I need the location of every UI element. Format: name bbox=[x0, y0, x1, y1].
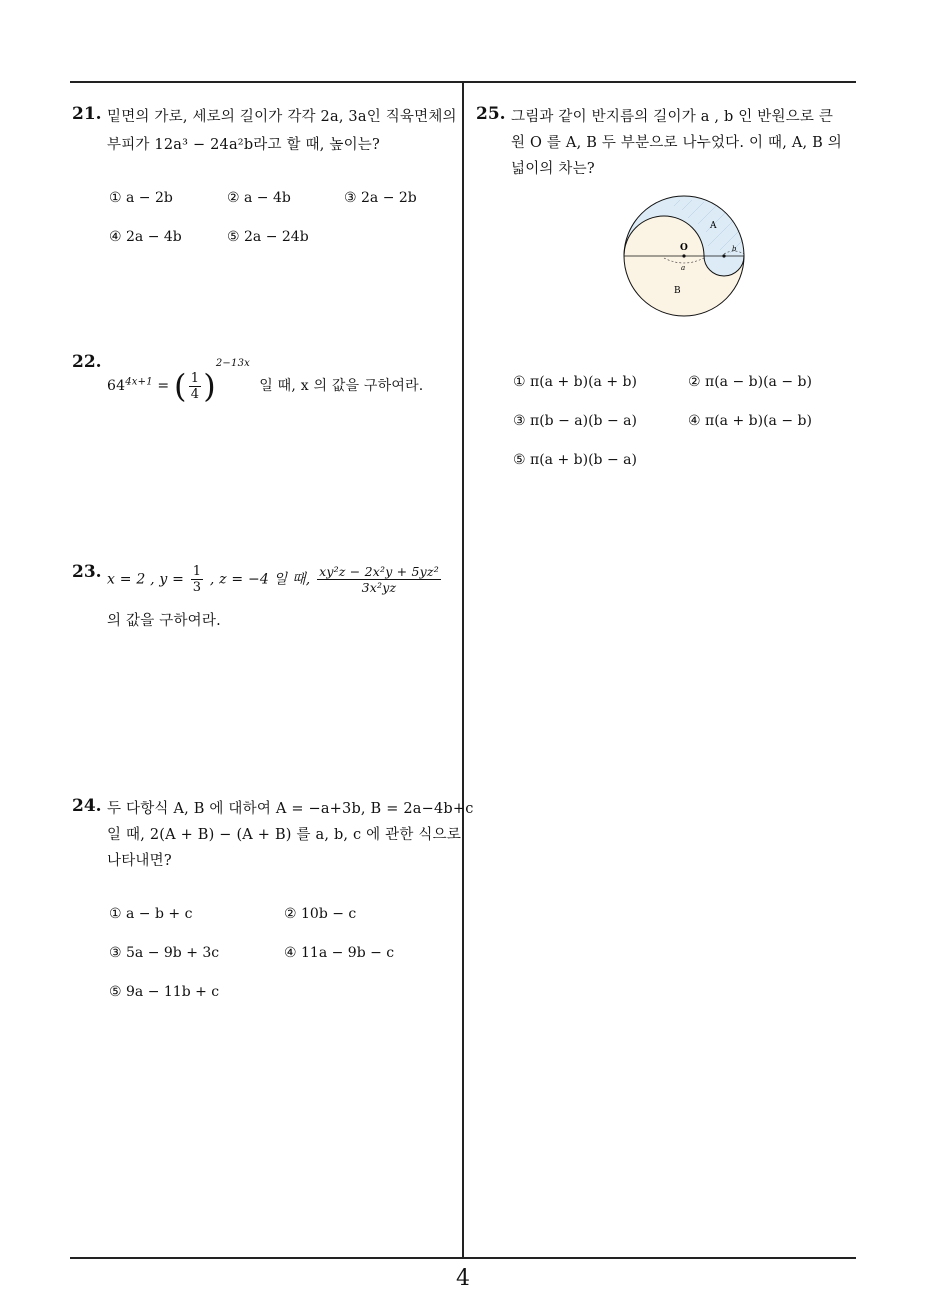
expression-numerator: xy²z − 2x²y + 5yz² bbox=[319, 564, 439, 579]
fraction-numerator: 1 bbox=[190, 370, 200, 386]
choice-1[interactable]: ① π(a + b)(a + b) bbox=[513, 374, 637, 390]
fraction-denominator: 4 bbox=[190, 386, 200, 402]
fraction bbox=[189, 371, 201, 402]
problem-number: 21. bbox=[72, 104, 102, 124]
problem-text-line2: 의 값을 구하여라. bbox=[107, 613, 221, 629]
problem-21 bbox=[72, 104, 457, 254]
label-a-radius: a bbox=[681, 264, 686, 272]
choice-4[interactable]: ④ π(a + b)(a − b) bbox=[688, 413, 812, 429]
choice-1[interactable]: ① a − 2b bbox=[109, 190, 173, 206]
given-z: , z = −4 일 때, bbox=[209, 571, 311, 588]
choice-5[interactable]: ⑤ π(a + b)(b − a) bbox=[513, 452, 637, 468]
choice-4[interactable]: ④ 11a − 9b − c bbox=[284, 945, 395, 961]
problem-text-line3: 나타내면? bbox=[107, 853, 172, 869]
column-divider bbox=[462, 82, 464, 1258]
center-o-dot bbox=[682, 254, 685, 257]
expression-denominator: 3x²yz bbox=[361, 580, 397, 595]
choice-3[interactable]: ③ 5a − 9b + 3c bbox=[109, 945, 220, 961]
expression-fraction bbox=[317, 564, 441, 595]
problem-text-line1: 두 다항식 A, B 에 대하여 A = −a+3b, B = 2a−4b+c bbox=[107, 801, 474, 817]
label-a-region: A bbox=[710, 221, 717, 231]
choice-5[interactable]: ⑤ 2a − 24b bbox=[227, 229, 309, 245]
choice-2[interactable]: ② π(a − b)(a − b) bbox=[688, 374, 812, 390]
center-b-dot bbox=[722, 254, 725, 257]
problem-text-line2: 부피가 12a³ − 24a²b라고 할 때, 높이는? bbox=[107, 137, 380, 153]
problem-number: 22. bbox=[72, 352, 102, 372]
choice-2[interactable]: ② a − 4b bbox=[227, 190, 291, 206]
y-denominator: 3 bbox=[192, 580, 202, 595]
choice-1[interactable]: ① a − b + c bbox=[109, 906, 193, 922]
problem-text-line1: 밑면의 가로, 세로의 길이가 각각 2a, 3a인 직육면체의 bbox=[107, 109, 457, 125]
problem-22 bbox=[72, 352, 457, 405]
problem-text-line2: 원 O 를 A, B 두 부분으로 나누었다. 이 때, A, B 의 bbox=[511, 135, 842, 151]
right-paren: ) bbox=[203, 367, 216, 405]
fraction-exponent: 2−13x bbox=[215, 358, 250, 369]
problem-24 bbox=[72, 796, 474, 1006]
equation-base: 64 bbox=[107, 378, 126, 394]
choice-4[interactable]: ④ 2a − 4b bbox=[109, 229, 182, 245]
y-numerator: 1 bbox=[192, 564, 202, 579]
problem-25 bbox=[476, 104, 861, 474]
given-values bbox=[107, 564, 443, 595]
problem-text-line2: 일 때, 2(A + B) − (A + B) 를 a, b, c 에 관한 식으로 bbox=[107, 827, 462, 843]
problem-23 bbox=[72, 562, 457, 632]
label-b-radius: b bbox=[732, 245, 737, 253]
label-b-region: B bbox=[674, 286, 681, 296]
bottom-rule bbox=[70, 1257, 856, 1259]
equals-sign: = bbox=[157, 378, 170, 394]
given-x-y: x = 2 , y = bbox=[107, 571, 185, 588]
circle-figure bbox=[622, 194, 752, 318]
problem-text-tail: 일 때, x 의 값을 구하여라. bbox=[259, 378, 424, 394]
problem-text-line3: 넓이의 차는? bbox=[511, 161, 595, 177]
equation-base-exponent: 4x+1 bbox=[125, 376, 153, 388]
choice-3[interactable]: ③ π(b − a)(b − a) bbox=[513, 413, 637, 429]
problem-number: 24. bbox=[72, 796, 102, 816]
choice-5[interactable]: ⑤ 9a − 11b + c bbox=[109, 984, 220, 1000]
y-fraction bbox=[191, 564, 203, 595]
page-number: 4 bbox=[456, 1266, 470, 1291]
label-o: O bbox=[680, 243, 688, 253]
problem-number: 25. bbox=[476, 104, 506, 124]
equation bbox=[107, 358, 423, 405]
left-paren: ( bbox=[174, 367, 187, 405]
problem-number: 23. bbox=[72, 562, 102, 582]
choice-3[interactable]: ③ 2a − 2b bbox=[344, 190, 417, 206]
problem-text-line1: 그림과 같이 반지름의 길이가 a , b 인 반원으로 큰 bbox=[511, 109, 834, 125]
choice-2[interactable]: ② 10b − c bbox=[284, 906, 357, 922]
